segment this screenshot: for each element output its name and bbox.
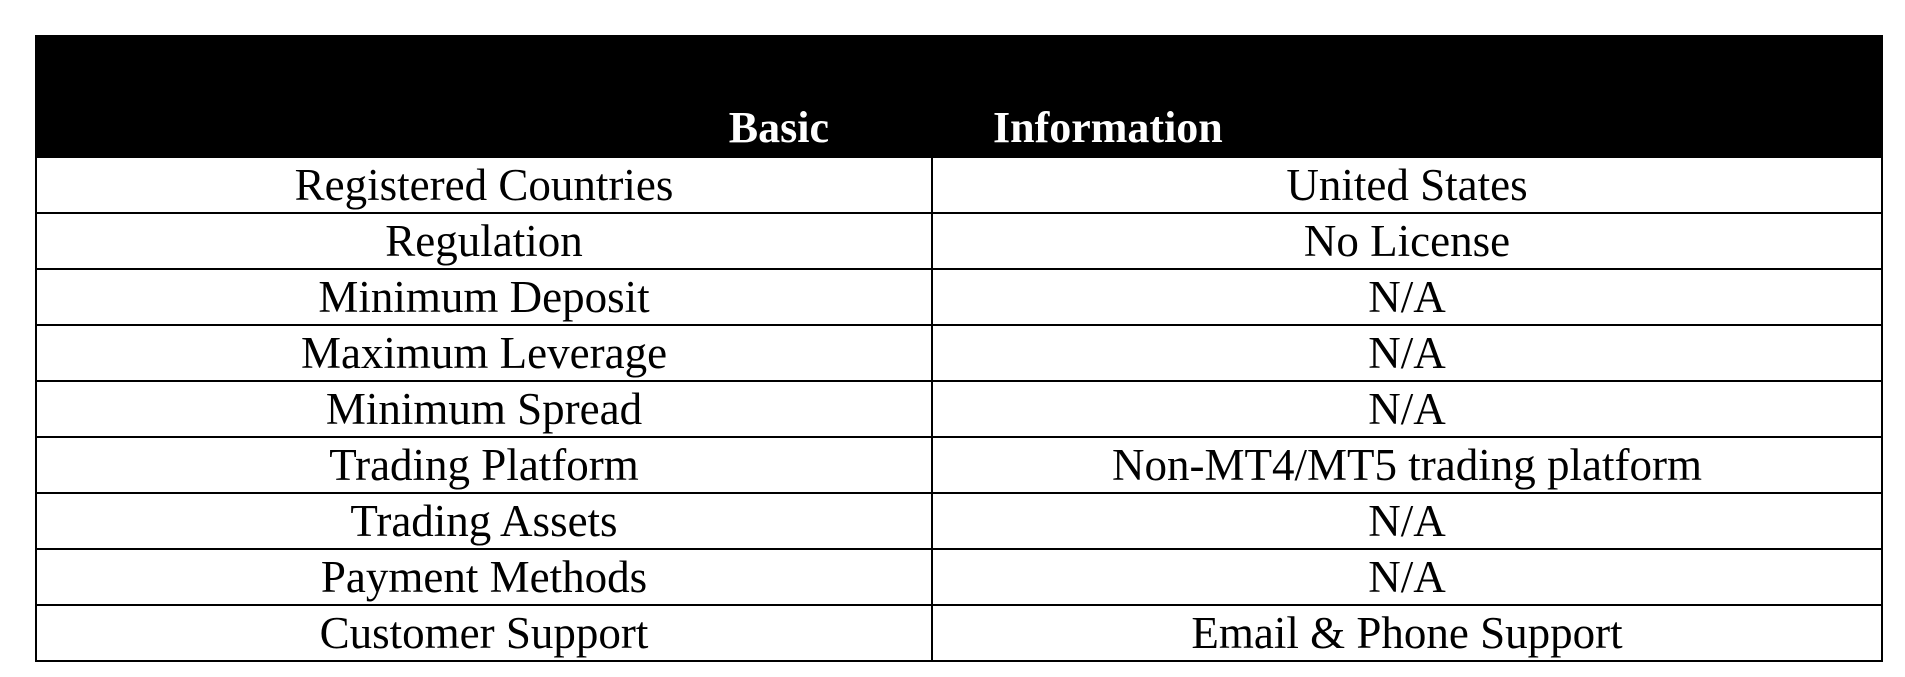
table-row — [36, 381, 1882, 437]
basic-information-table — [35, 35, 1883, 662]
row-value: United States — [932, 157, 1882, 213]
row-value: N/A — [932, 269, 1882, 325]
row-label: Trading Assets — [36, 493, 932, 549]
table-row — [36, 549, 1882, 605]
header-basic: Basic — [36, 36, 932, 157]
row-value: No License — [932, 213, 1882, 269]
header-information: Information — [932, 36, 1882, 157]
row-value: Email & Phone Support — [932, 605, 1882, 661]
row-label: Registered Countries — [36, 157, 932, 213]
table-row — [36, 157, 1882, 213]
row-value: N/A — [932, 549, 1882, 605]
table-row — [36, 269, 1882, 325]
table-row — [36, 325, 1882, 381]
table-header-row — [36, 36, 1882, 157]
table-row — [36, 213, 1882, 269]
row-label: Minimum Spread — [36, 381, 932, 437]
table-row — [36, 605, 1882, 661]
row-value: N/A — [932, 493, 1882, 549]
row-value: N/A — [932, 381, 1882, 437]
row-label: Maximum Leverage — [36, 325, 932, 381]
row-label: Regulation — [36, 213, 932, 269]
row-label: Payment Methods — [36, 549, 932, 605]
row-label: Minimum Deposit — [36, 269, 932, 325]
row-value: Non-MT4/MT5 trading platform — [932, 437, 1882, 493]
row-value: N/A — [932, 325, 1882, 381]
row-label: Trading Platform — [36, 437, 932, 493]
table-row — [36, 493, 1882, 549]
row-label: Customer Support — [36, 605, 932, 661]
table-row — [36, 437, 1882, 493]
